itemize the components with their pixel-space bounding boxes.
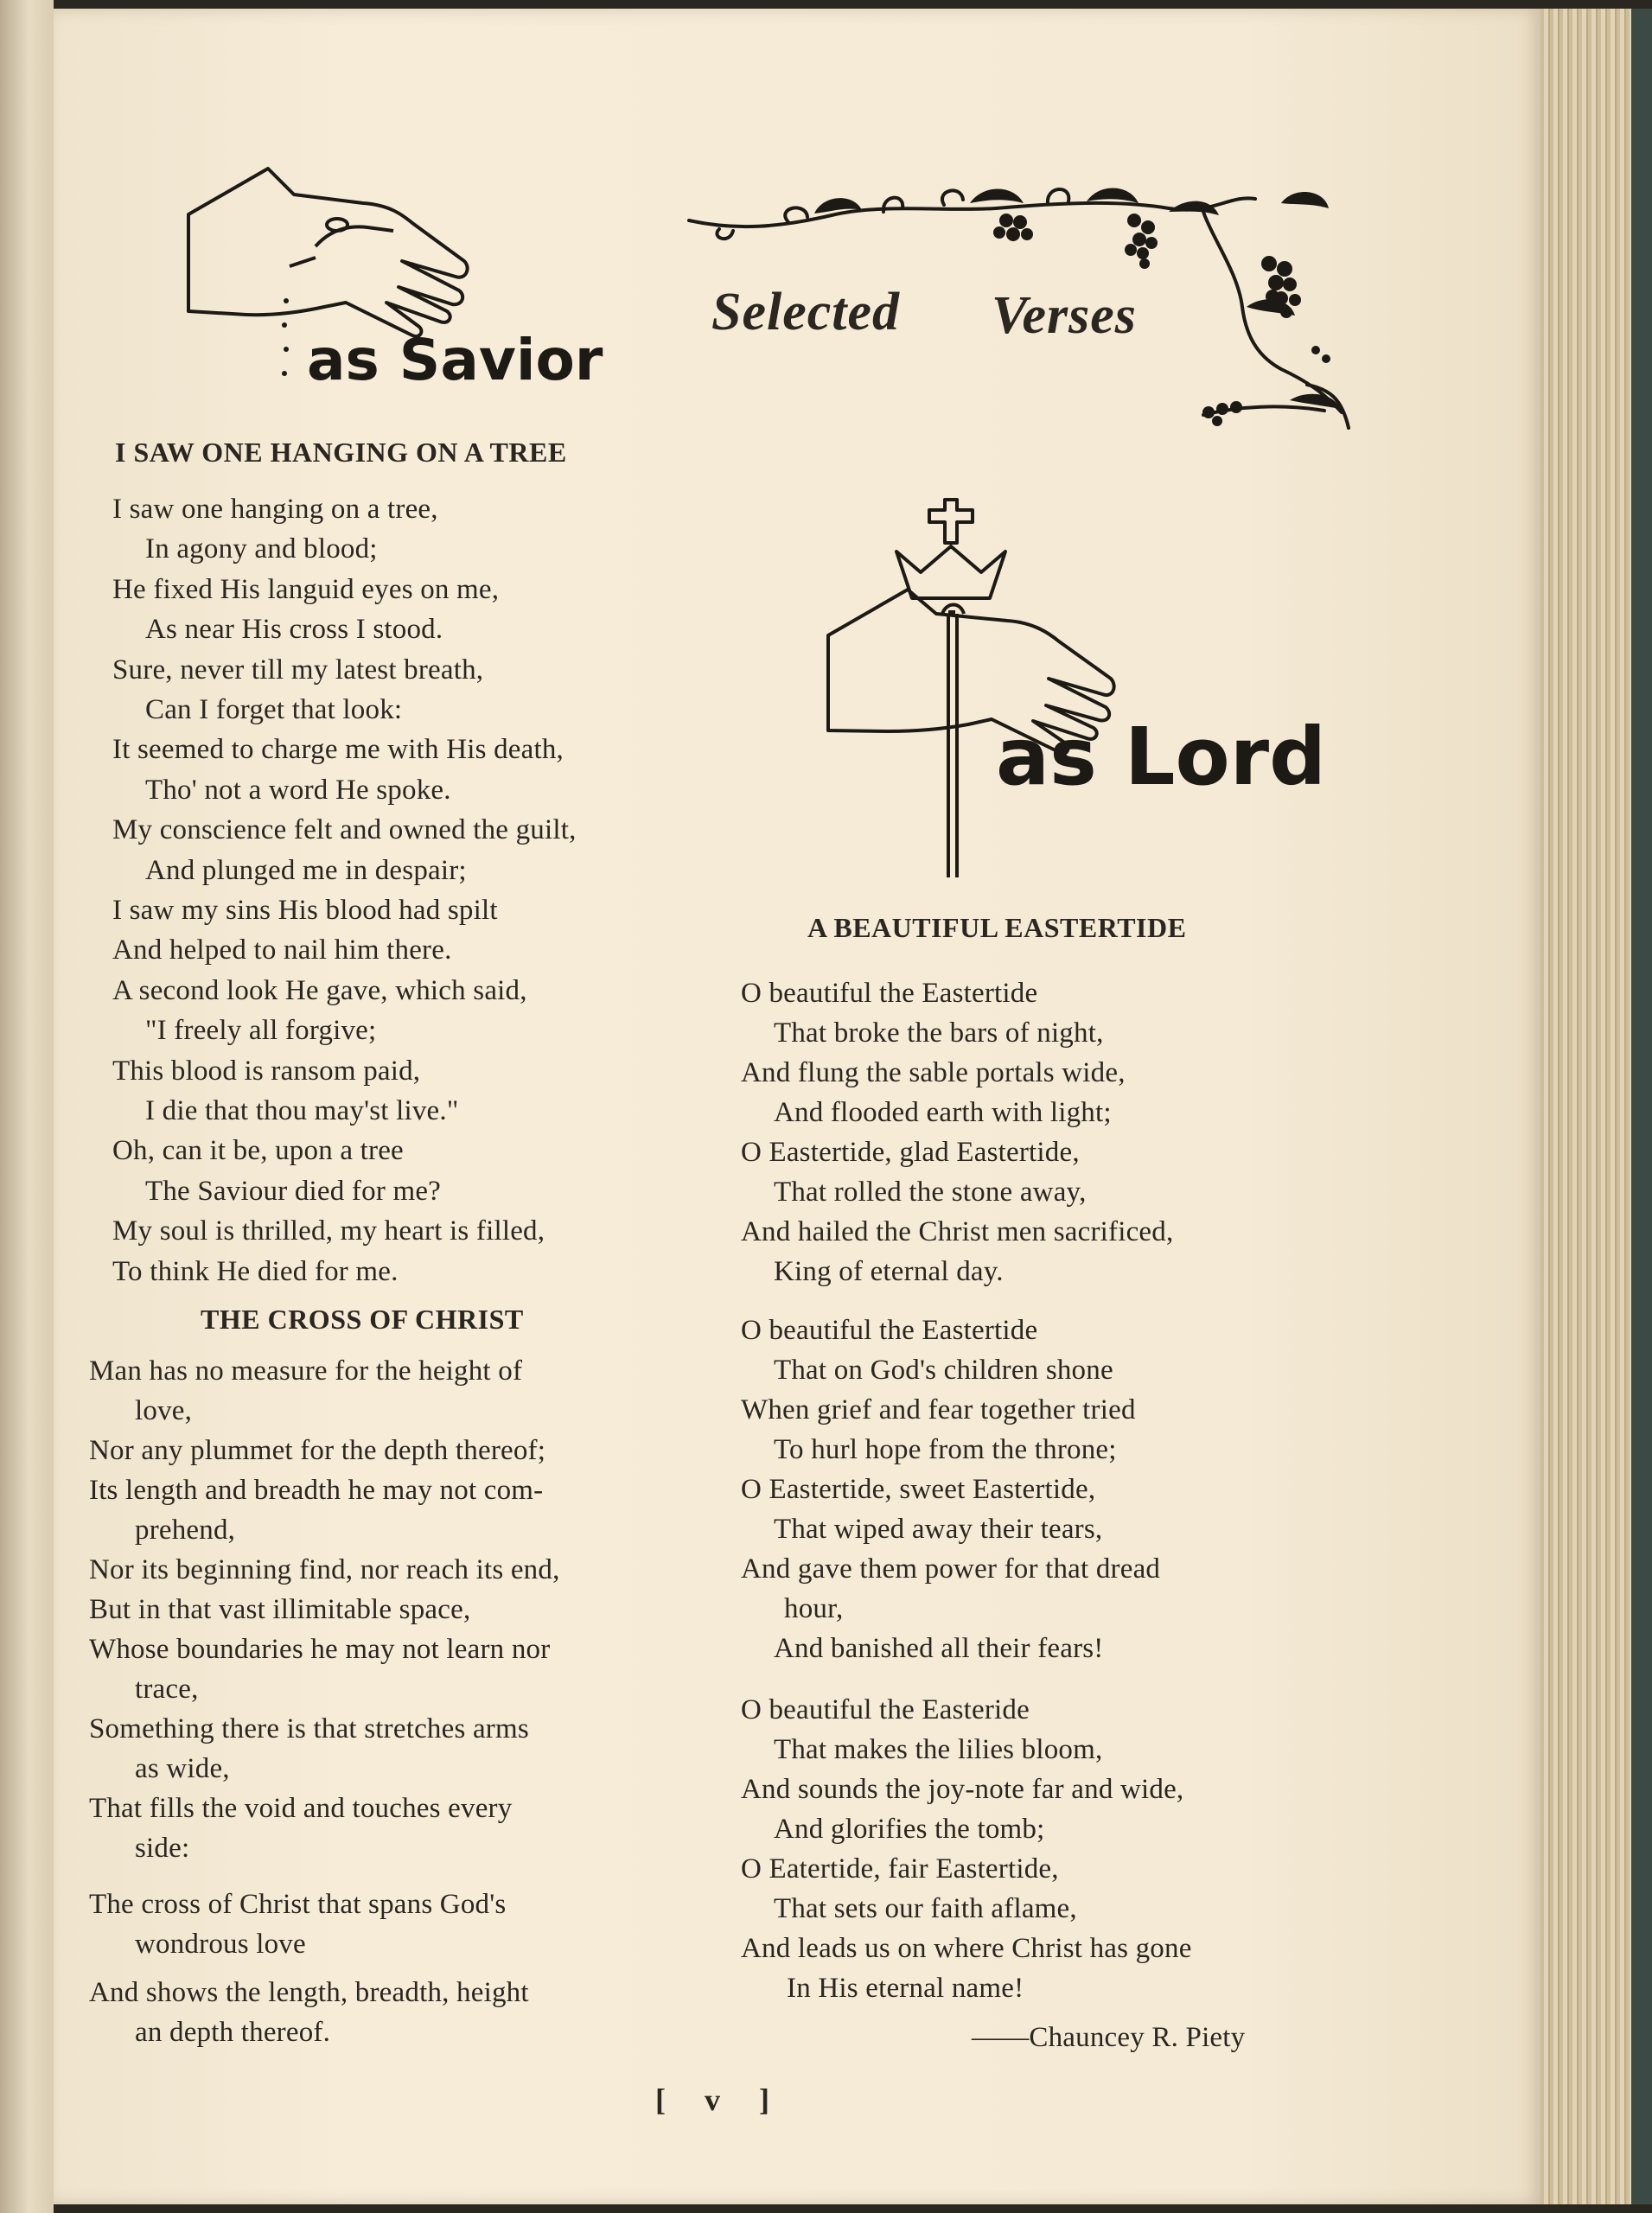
verse-line: And hailed the Christ men sacrificed, — [741, 1216, 1174, 1247]
verse-line: an depth thereof. — [135, 2017, 331, 2048]
verse-line: O Eastertide, sweet Eastertide, — [741, 1474, 1096, 1505]
verse-line: And plunged me in despair; — [145, 854, 467, 886]
hand-lord-icon — [826, 493, 1119, 882]
as-savior-label: as Savior — [307, 327, 603, 393]
verse-line: That wiped away their tears, — [774, 1514, 1103, 1545]
attribution: ——Chauncey R. Piety — [972, 2022, 1246, 2053]
verse-line: And shows the length, breadth, height — [89, 1977, 529, 2008]
verse-line: Nor any plummet for the depth thereof; — [89, 1435, 546, 1466]
verse-line: O beautiful the Eastertide — [741, 1315, 1038, 1346]
verse-line: The Saviour died for me? — [145, 1175, 442, 1207]
verse-line: And sounds the joy-note far and wide, — [741, 1774, 1184, 1805]
verse-line: Whose boundaries he may not learn nor — [89, 1634, 551, 1665]
verse-line: O Eastertide, glad Eastertide, — [741, 1137, 1080, 1168]
verse-line: wondrous love — [135, 1929, 306, 1960]
verse-line: And gave them power for that dread — [741, 1553, 1161, 1585]
verse-line: And banished all their fears! — [774, 1633, 1104, 1664]
verse-line: "I freely all forgive; — [145, 1015, 377, 1047]
verse-line: And leads us on where Christ has gone — [741, 1933, 1192, 1964]
verse-line: Sure, never till my latest breath, — [112, 654, 484, 686]
verse-line: And glorifies the tomb; — [774, 1814, 1045, 1845]
verse-line: The cross of Christ that spans God's — [89, 1889, 507, 1920]
verse-line: side: — [135, 1833, 190, 1864]
verse-line: Something there is that stretches arms — [89, 1713, 529, 1744]
verse-line: O Eatertide, fair Eastertide, — [741, 1853, 1059, 1885]
verse-line: Can I forget that look: — [145, 694, 403, 725]
verse-line: To think He died for me. — [112, 1255, 399, 1287]
verse-line: That on God's children shone — [774, 1355, 1113, 1386]
verse-line: That fills the void and touches every — [89, 1793, 513, 1824]
verse-line: King of eternal day. — [774, 1256, 1004, 1287]
verse-line: I saw my sins His blood had spilt — [112, 895, 498, 926]
verse-line: Its length and breadth he may not com- — [89, 1475, 544, 1506]
verse-line: In His eternal name! — [787, 1973, 1024, 2004]
verse-line: It seemed to charge me with His death, — [112, 734, 564, 766]
verse-line: Nor its beginning find, nor reach its end, — [89, 1554, 560, 1585]
verse-line: My soul is thrilled, my heart is filled, — [112, 1215, 545, 1247]
verse-line: Man has no measure for the height of — [89, 1355, 523, 1387]
verse-line: He fixed His languid eyes on me, — [112, 573, 500, 605]
page-folio: [ v ] — [655, 2082, 785, 2117]
verse-line: And helped to nail him there. — [112, 934, 452, 966]
verse-line: trace, — [135, 1674, 199, 1705]
verse-line: And flung the sable portals wide, — [741, 1057, 1126, 1088]
verse-line: prehend, — [135, 1515, 236, 1546]
verse-line: That sets our faith aflame, — [774, 1893, 1077, 1924]
poem-title: THE CROSS OF CHRIST — [201, 1304, 524, 1335]
title-word-verses: Verses — [992, 286, 1137, 345]
verse-line: But in that vast illimitable space, — [89, 1594, 471, 1625]
page-stack-edge — [1540, 9, 1652, 2204]
verse-line: In agony and blood; — [145, 533, 378, 565]
verse-line: As near His cross I stood. — [145, 614, 443, 646]
verse-line: I saw one hanging on a tree, — [112, 494, 438, 525]
verse-line: Tho' not a word He spoke. — [145, 774, 451, 806]
verse-line: And flooded earth with light; — [774, 1097, 1112, 1128]
verse-line: That makes the lilies bloom, — [774, 1734, 1103, 1765]
verse-line: I die that thou may'st live." — [145, 1095, 459, 1126]
verse-line: That rolled the stone away, — [774, 1177, 1087, 1208]
verse-line: This blood is ransom paid, — [112, 1055, 421, 1087]
verse-line: O beautiful the Eastertide — [741, 978, 1038, 1009]
verse-line: Oh, can it be, upon a tree — [112, 1135, 404, 1167]
title-word-selected: Selected — [711, 283, 901, 341]
verse-line: O beautiful the Easteride — [741, 1694, 1030, 1725]
as-lord-label: as Lord — [996, 711, 1326, 803]
verse-line: When grief and fear together tried — [741, 1394, 1136, 1425]
verse-line: That broke the bars of night, — [774, 1017, 1104, 1049]
verse-line: A second look He gave, which said, — [112, 974, 527, 1006]
verse-line: hour, — [784, 1593, 844, 1624]
verse-line: as wide, — [135, 1753, 230, 1784]
verse-line: love, — [135, 1395, 193, 1426]
previous-page-edge — [0, 0, 54, 2213]
verse-line: My conscience felt and owned the guilt, — [112, 814, 577, 846]
cross-icon — [929, 500, 973, 543]
verse-line: To hurl hope from the throne; — [774, 1434, 1117, 1465]
poem-title: A BEAUTIFUL EASTERTIDE — [807, 912, 1187, 943]
poem-title: I SAW ONE HANGING ON A TREE — [115, 437, 567, 468]
